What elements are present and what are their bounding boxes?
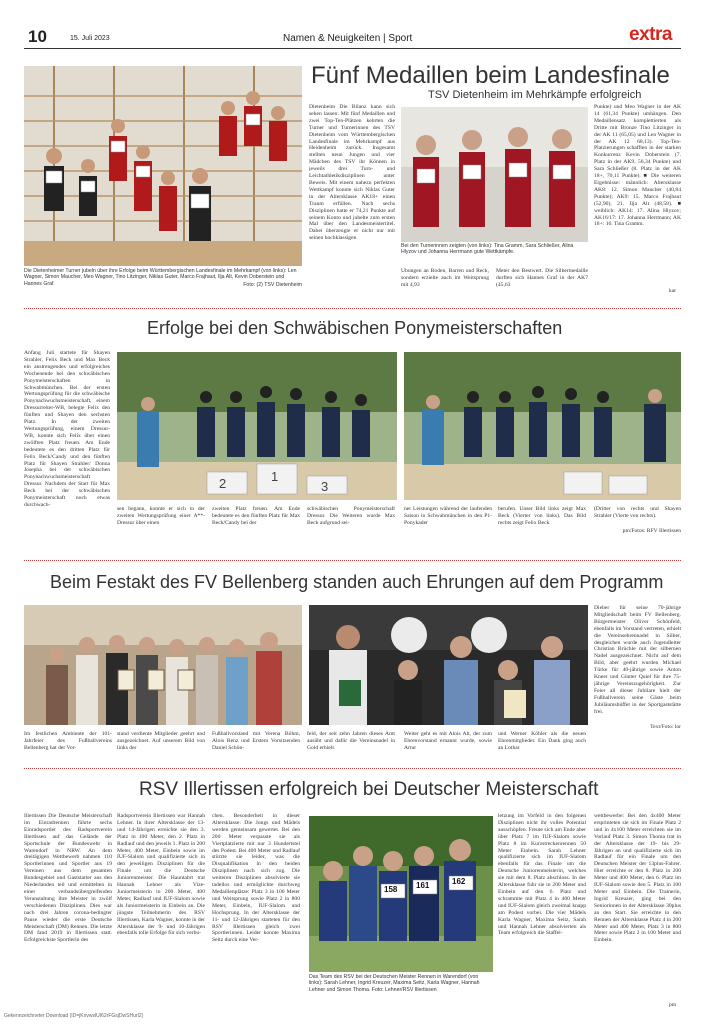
article4-column-1: Illertissen Die Deutsche Meisterschaft im Einradrennen führte sechs Einradsportler des Radsportverein Illertissen auf das Gelände der Sportschule der Bundeswehr in Warendorf in NRW. An dem dreitägigen Wettbewerb nahmen 110 Sportlerinnen und Sportler aus 19 Vereinen aus dem gesamten Bundesgebiet und Gaststarter aus den Niederlanden teil und ermittelten in einer verbandsübergreifenden Veranstaltung ihre Meister in zwölf verschiedenen Disziplinen. Dies war nach drei Jahren corona-bedingter Pause wieder die erste Deutsche Meisterschaft (DM) Rennen. Die letzte DM fand 2019 in Illertissen statt. Erfolgreichste Sportlerin des [24, 813, 112, 944]
header-rule [24, 48, 681, 49]
article4-column-2: Radsportverein Illertissen war Hannah Lehner. In ihrer Altersklasse der 13- und 14-Jährigen erreichte sie den 3. Platz in 100 Meter, den 2. Platz in Radlauf und den jeweils 1. Platz in 200 Meter, 400 Meter, Einbein sowie im IUF-Slalom und qualifizierte sich in den jeweiligen Disziplinen für die Finale um die Deutsche Juniorenmeister. Die Hauntabrt trat Hannah Lehner als Vize-Juniormeisterin in 200 Meter, 400 Meter, Radlauf und IUF-Slalom sowie als Juniormeisterin in Einbein an. Die jüngste Teilnehmerin des RSV Illertissen, Karla Wagner, konnte in der Altersklasse der 9- und 10-Jährigen ebenfalls tolle Erfolge für sich verbu- [117, 813, 205, 937]
article3-column-right: Dieber für seine 70-jährige Mitgliedschaft beim FV Bellenberg. Bürgermeister Oliver Schönfeld, ebenfalls im Vorstand vertreten, erhielt die Vereinsehrennadel in Silber, desgleichen wurde auch Jugendleiter Christian Brüchle mit der silbernen Nadel ausgezeichnet. Nicht auf dem Bild, aber geehrt wurden Michael Türke für 40-jährige sowie Anton Kneer und Günter Quiel für ihre 75-jährige Vereinszugehörigkeit. Zur Feier all dieser Jubilare hielt der Fußballverein seine Gäste beim Jubiläumsbüffet in der Sportgaststätte frei. [594, 605, 681, 715]
article1-subhead: TSV Dietenheim im Mehrkämpfe erfolgreich [428, 89, 642, 101]
article2-column-3: zweiten Platz freuen. Am Ende bedeutete es den fünften Platz für Max Beck/Candy bei der [212, 506, 300, 526]
podium-number-2: 2 [219, 476, 227, 491]
article2-column-7: (Dritter von rechts und Shayen Strahler (Vierte von rechts). [594, 506, 681, 519]
podium-number-3: 3 [321, 479, 329, 494]
gym-team-photo [24, 66, 302, 266]
unicycle-team-photo [309, 816, 493, 972]
article1-column-3: Meter den Bestwert. Die Silbermedaille durften sich Hannes Graf in der AK7 (45,63 [496, 268, 588, 288]
article3-column-6: und Werner Köhler als die neuen Ehrenmitglieder. Ein Dank ging auch an Lothar [498, 731, 586, 751]
pony-photo-left [117, 352, 397, 500]
club-honor-photo [309, 605, 588, 725]
article4-column-4: letzung im Vorfeld in den folgenen Disziplinen nicht ihr volles Potential ausschöpfen. Freute sich am Ende aber über Platz 7 im IUF-Slalom sowie Platz 8 im Kurzstreckenrennen 50 Meter Einbein. Sarah Lehner qualifizierte sich im IUF-Slalom ebenfalls für das Finale um die Deutsche Juniorenmeisterin, welches sie mit dem 8. Platz abschloss. In der Altersklasse fuhr sie in 200 Meter und Einbein auf den 6. Platz und schrammte mit Platz 4 in 400 Meter und IUF-Slalom gleich zweimal knapp am Podest vorbei. Die vier Mädels Karla Wagner, Maxima Seitz, Sarah und Hannah Lehner absolvierten als Team erfolgreich die Staffel- [498, 813, 586, 937]
page-number: 10 [28, 27, 47, 46]
article1-author: kat [669, 288, 676, 294]
unicycle-photo-caption: Das Team des RSV bei der Deutschen Meister Rennen in Warendorf (von links): Sarah Lehner, Ingrid Kreuzer, Maxima Seitz, Karla Wagner, Hannah Lehner und Simon Thoma. Foto: Lehner/RSV Illertissen [309, 974, 480, 993]
article4-column-5: wettbewerbe: Bei den 4x400 Meter ersprinteten sie sich im Finale Platz 2 und in 4x100 Meter erreichten sie im Vorlauf Platz 3. Simon Thoma trat in der Altersklasse der 19- bis 29-Jährigen an und qualifizierte sich im Radlauf für ein Finale um den Deutschen Meister der 13plus-Fahrer. Hier erreichte er den 8. Platz in 200 Meter und 400 Meter, den 6. Platz im IUF-Slalom sowie den 5. Platz in 100 Meter und Einbein. Die Trainerin, Ingrid Kreuzer, ging bei den Seniorinnen in der Altersklasse 30plus an den Start. Sie erreichte in den Rennen der Altersklasse Platz 4 in 200 Meter und 400 Meter, Platz 3 in 800 Meter sowie Platz 2 in 100 Meter und Einbein. [594, 813, 681, 944]
bib-number-162: 162 [452, 877, 466, 886]
article3-column-1: Im festlichen Ambiente der 101-Jahrfeier des Fußballvereins Bellenberg hat der Vor- [24, 731, 112, 751]
article2-column-1: Anfang Juli startete für Shayen Strahler, Felix Beck und Max Beck ein anstrengendes und erfolgreiches Wochenende bei den schwäbischen Ponymeisterschaften in Schwabmünchen. Bei der ersten Wertungsprüfung für die schwäbische Ponynachwuchsmeisterschaft, einem Dressurreiter-WB, belegte Felix den fünften und Shayen den sechsten Platz. In der zweiten Wertungsprüfung, einem Dressur-WB, konnte sich Felix über einen zwölften Platz freuen. Am Ende bedeutete es den dritten Platz für Felix Beck/Candy und den fünften Platz für Shayen Strahler/ Donna Josepha bei der schwäbischen Ponynachwuchsmeisterschaft Dressur. Nachdem der Start für Max Beck bei der schwäbischen Ponymeisterschaft noch etwas durchwach- [24, 350, 110, 508]
article1-column-2: Übungen an Boden, Barren und Reck, sondern erzielte auch im Weitsprung mit 4,93 [401, 268, 489, 288]
pony-photo-right [404, 352, 681, 500]
separator-2 [24, 560, 681, 561]
gymnasts-girls-caption: Bei den Turnerinnen zeigten (von links): Tina Gramm, Sara Schließer, Alina Hlyzov und Johanna Herrmann gute Wettkämpfe. [401, 243, 574, 256]
article4-author: pm [669, 1002, 677, 1008]
article2-credit: pm/Fotos: RFV Illertissen [622, 528, 681, 534]
article4-headline: RSV Illertissen erfolgreich bei Deutscher Meisterschaft [139, 779, 599, 800]
article3-credit: Text/Foto: lor [650, 724, 681, 730]
section-title: Namen & Neuigkeiten | Sport [283, 33, 413, 44]
article2-column-4: schwäbischen Ponymeisterschaft Dressur. Die Weiteren wurde Max Beck aufgrund sei- [307, 506, 395, 526]
separator-1 [24, 308, 681, 309]
article1-headline: Fünf Medaillen beim Landesfinale [311, 62, 670, 89]
brand-logo: extra [629, 24, 672, 45]
article2-column-6: berufen. Unser Bild links zeigt Max Beck (Vierter von links). Das Bild rechts zeigt Felix Beck [498, 506, 586, 526]
honorees-photo [24, 605, 302, 725]
article3-column-3: Fußballvorstand mit Verena Böhm, Alois Renz und Erstem Vorsitzenden Daniel Schön- [212, 731, 300, 751]
gym-photo-credit: Foto: (2) TSV Dietenheim [243, 282, 302, 288]
article1-column-4: Punkte) und Meo Wagner in der AK 14 (61,34 Punkte) umhängen. Den Medaillensatz komplettierten als Dritte mit Bronze Tino Litzinger in der AK 11 (65,05) und Len Wagner in der AK 12 68,13). Top-Ten-Platzierungen schafften in der starken Konkurrenz Kevin Doberstein (7. Platz in der AK9, 56,34 Punkte) und Sara Schließer (8. Platz in der AK 18+, 70,11 Punkte). ■ Die weiteren Ergebnisse: männlich: Altersklasse AK8: 12. Simon Maucher (40,84 Punkte); AK9: 15. Marco Frajhaut (52,90), 21. Ilja Alt (48,58). ■ weiblich: AK14: 17. Alina Hlyzov; AK16/17: 17. Johanna Herrmann; AK 18+: 16. Tina Gramm. [594, 104, 681, 228]
article3-column-4: feld, der seit zehn Jahren dieses Amt ausübt und dafür die Vereinsnadel in Gold erhielt. [307, 731, 395, 751]
article1-column-1: Dietenheim Die Bilanz kann sich sehen lassen: Mit fünf Medaillen und zwei Top-Ten-Plätzen kehrten die Turner und Turnerinnen des TSV Dietenheim vom Württembergischen Landesfinale im Mehrkampf aus Heidenheim zurück. Insgesamt stellten neun Jungen und vier Mädchen des TSV ihr Können in jeweils drei Turn- und Leichtathletikdisziplinen unter Beweis. Mit einem nahezu perfekten Wettkampf konnte sich Niklas Guter in der Altersklasse AK18+ einen Traum erfüllen. Nach sechs Disziplinen hatte er 74,21 Punkte auf seinem Konto und jubelte zum ersten Mal über den Landesmeistertitel. Dabei überzeugte er nicht nur mit seinen hochklassigen [309, 104, 395, 242]
article3-column-2: stand verdiente Mitglieder geehrt und ausgezeichnet. Auf unserem Bild von links der [117, 731, 205, 751]
gymnasts-girls-photo [401, 107, 588, 242]
podium-number-1: 1 [271, 469, 279, 484]
bib-number-158: 158 [384, 885, 398, 894]
article3-column-5: Weiter geht es mit Alois Alt, der zum Ehrenvorstand ernannt wurde, sowie Artur [404, 731, 492, 751]
separator-3 [24, 768, 681, 769]
article4-column-3: chen. Besonderheit in dieser Altersklasse: Die Jungs und Mädels werden gemeinsam gewertet. Bei den 200 Meter verpasste sie als Viertplatzierte mit nur 3 Hundertstel des Podest. Bei 400 Meter und Radlauf stürzte sie leider, was die Disqualifikation in den beiden Disziplinen nach sich zog. Die weiteren Disziplinen absolvierte sie tadellos und ermöglichte durchweg Medaillenplätze: Platz 3 in 100 Meter und Weitsprung sowie Platz 2 in 800 Meter, Einbein, IUF-Slalom und Hochsprung. In der Altersklasse der 11- und 12-Jährigen starteten für den RSV Illertissen gleich zwei Sportlerinnen. Leider konnte Maxima Seitz durch eine Ver- [212, 813, 300, 944]
article2-headline: Erfolge bei den Schwäbischen Ponymeisterschaften [147, 318, 563, 338]
download-footer: Gekennzeichneter Download (ID=jKnvwslUI62rFGsjDwSHurI2) [4, 1013, 144, 1019]
article2-column-5: ner Leistungen während der laufenden Saison in Schwabmünchen in den P1-Ponykader [404, 506, 492, 526]
article2-column-2: sen begann, konnte er sich in der zweiten Wertungsprüfung einer A**-Dressur über einen [117, 506, 205, 526]
article3-headline: Beim Festakt des FV Bellenberg standen auch Ehrungen auf dem Programm [50, 572, 664, 592]
gym-photo-caption: Die Dietenheimer Turner jubeln über ihre Erfolge beim Württembergischen Landesfinale im Mehrkampf (von links): Len Wagner, Simon Maucher, Meo Wagner, Tino Litzinger, Niklas Guter, Marco Frajhaut, Ilja Alt, Kevin Doberstein und Hannes Graf. [24, 268, 297, 287]
bib-number-161: 161 [416, 881, 430, 890]
issue-date: 15. Juli 2023 [70, 35, 110, 42]
